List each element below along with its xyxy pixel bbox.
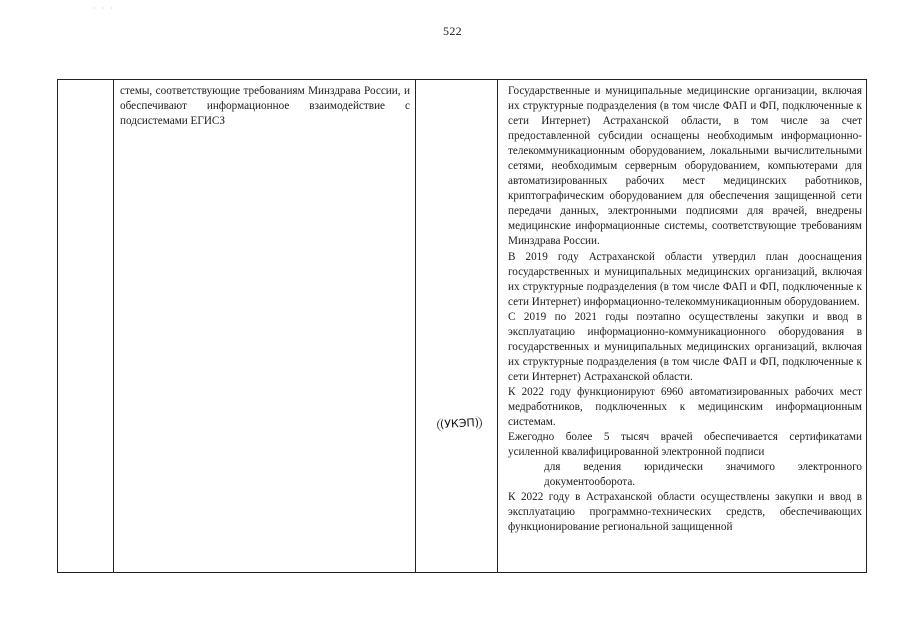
column-divider-3	[497, 80, 498, 572]
right-cell-paragraph-5-continued: для ведения юридически значимого электронного документооборота.	[544, 461, 862, 489]
right-cell-paragraph-4: К 2022 году функционируют 6960 автоматизированных рабочих мест медработников, подключенных к медицинским информационным системам.	[508, 385, 862, 429]
scan-artifact: · · ·	[93, 4, 115, 13]
document-table	[57, 79, 867, 573]
column-divider-2	[415, 80, 416, 572]
left-cell-paragraph: стемы, соответствующие требованиям Минздрава России, и обеспечивают информационное взаимодействие с подсистемами ЕГИСЗ	[120, 85, 410, 128]
right-cell-paragraph-6: К 2022 году в Астраханской области осуществлены закупки и ввод в эксплуатацию программно-технических средств, обеспечивающих функционирование региональной защищенной	[508, 491, 862, 534]
page-number: 522	[443, 24, 462, 38]
right-cell-paragraph-1: Государственные и муниципальные медицинские организации, включая их структурные подразделения (в том числе ФАП и ФП, подключенные к сети Интернет) Астраханской области, в том числе за счет предоставленной субсидии оснащены необходимым информационно-телекоммуникационным оборудованием, локальными вычислительными сетями, необходимым серверным оборудованием, компьютерами для автоматизированных рабочих мест медицинских работников, криптографическим оборудованием для обеспечения защищенной сети передачи данных, электронными подписями для врачей, внедрены медицинские информационные системы, соответствующие требованиям Минздрава России.	[508, 85, 862, 248]
right-cell-paragraph-3: С 2019 по 2021 годы поэтапно осуществлены закупки и ввод в эксплуатацию информационно-коммуникационного оборудования в государственных и муниципальных медицинских организаций, включая их структурные подразделения (в том числе ФАП и ФП, подключенные к сети Интернет) Астраханской области.	[508, 310, 862, 383]
right-cell-paragraph-2: В 2019 году Астраханской области утвердил план дооснащения государственных и муниципальных медицинских организаций, включая их структурные подразделения (в том числе ФАП и ФП, подключенные к сети Интернет) информационно-телекоммуникационным оборудованием.	[508, 250, 862, 308]
right-cell-paragraph-5: Ежегодно более 5 тысяч врачей обеспечивается сертификатами усиленной квалифицированной электронной подписи	[508, 431, 862, 459]
left-cell-text	[120, 84, 410, 129]
handwritten-annotation: (УКЭП)	[437, 416, 483, 432]
column-divider-1	[113, 80, 114, 572]
right-cell-text	[508, 84, 862, 535]
